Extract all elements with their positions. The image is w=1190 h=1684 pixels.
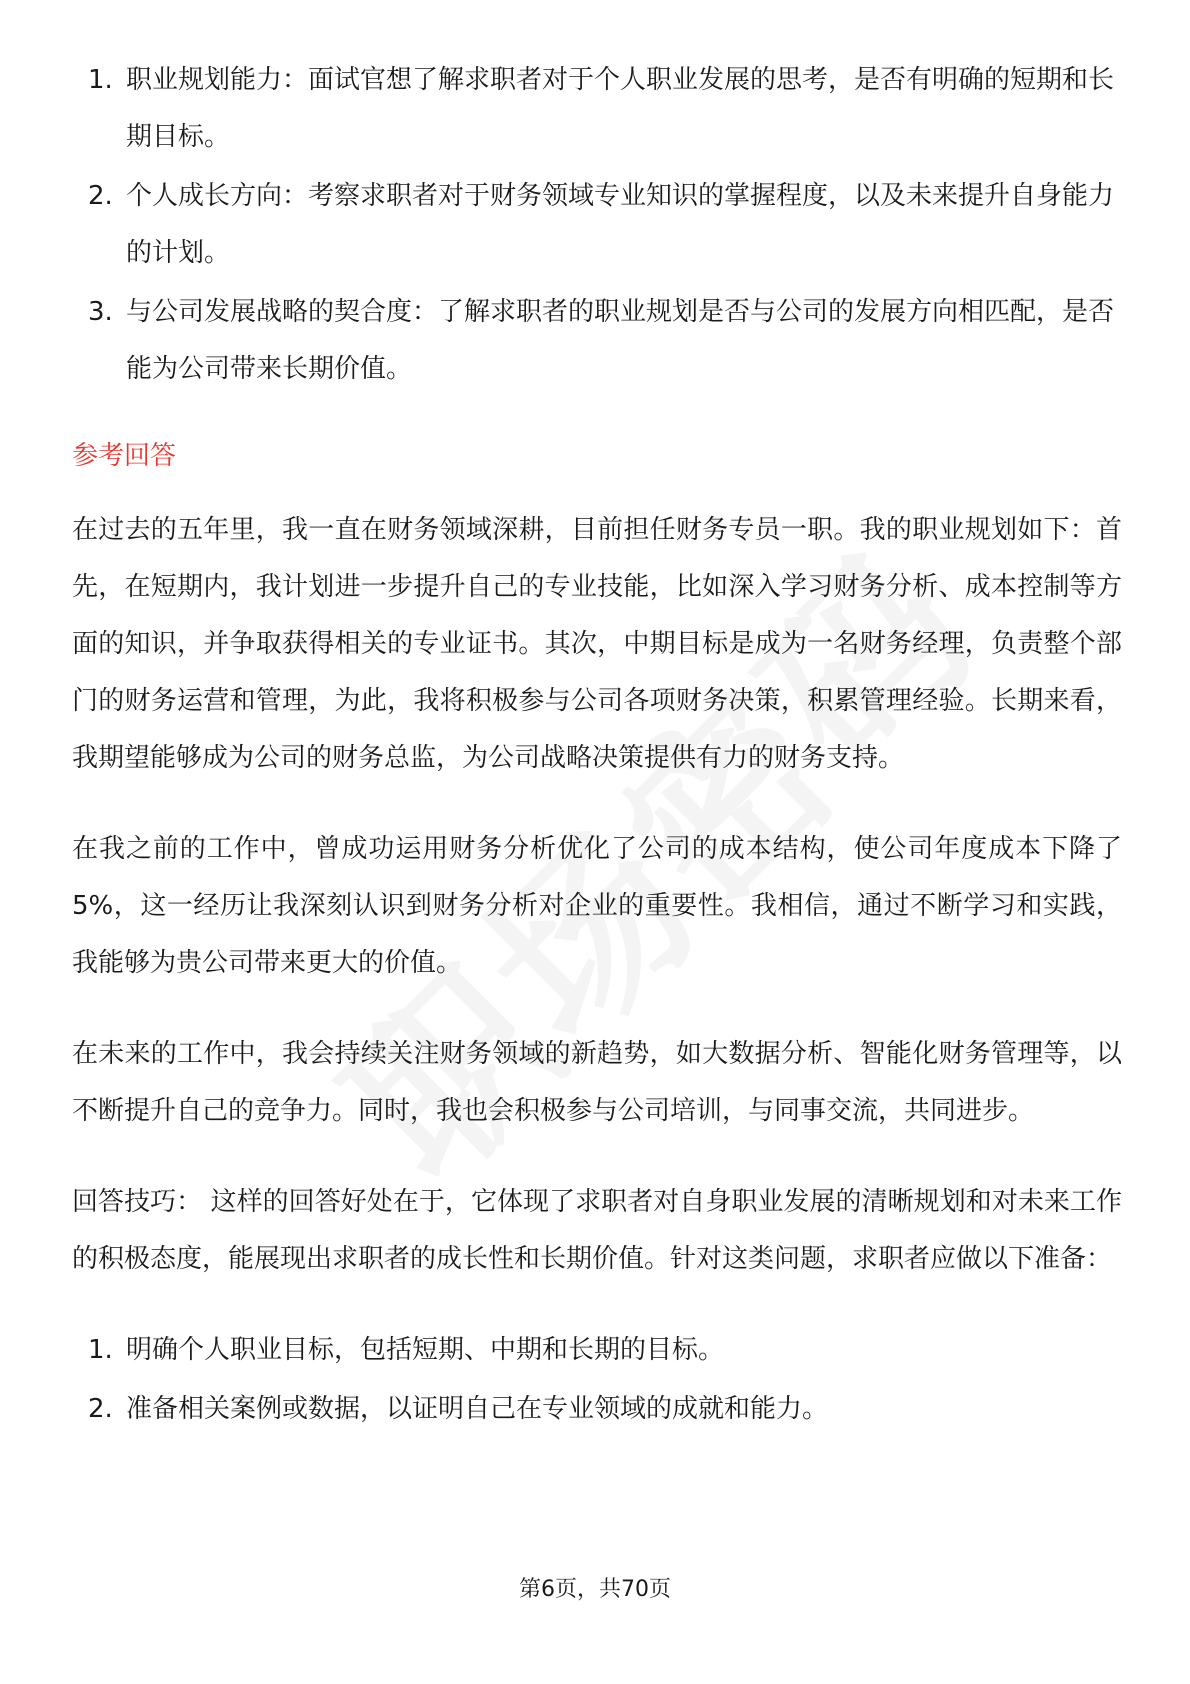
preparation-list	[72, 1322, 1122, 1438]
paragraph: 回答技巧： 这样的回答好处在于，它体现了求职者对自身职业发展的清晰规划和对未来工作的积极态度，能展现出求职者的成长性和长期价值。针对这类问题，求职者应做以下准备：	[72, 1187, 1122, 1274]
list-item-text: 明确个人职业目标，包括短期、中期和长期的目标。	[126, 1335, 725, 1365]
list-number: 2.	[88, 1394, 113, 1424]
list-item	[72, 1381, 1122, 1438]
list-item	[72, 52, 1122, 166]
document-body	[72, 52, 1122, 1440]
list-number: 2.	[88, 181, 113, 211]
list-item-text: 个人成长方向：考察求职者对于财务领域专业知识的掌握程度，以及未来提升自身能力的计划。	[126, 181, 1115, 268]
list-number: 1.	[88, 1335, 113, 1365]
list-item-text: 准备相关案例或数据，以证明自己在专业领域的成就和能力。	[126, 1394, 829, 1424]
list-number: 1.	[88, 65, 113, 95]
list-item	[72, 168, 1122, 282]
list-number: 3.	[88, 297, 113, 327]
criteria-list	[72, 52, 1122, 398]
page-number: 第6页，共70页	[519, 1577, 671, 1602]
list-item-text: 与公司发展战略的契合度：了解求职者的职业规划是否与公司的发展方向相匹配，是否能为公司带来长期价值。	[126, 297, 1115, 384]
section-heading: 参考回答	[72, 441, 177, 471]
list-item-text: 职业规划能力：面试官想了解求职者对于个人职业发展的思考，是否有明确的短期和长期目标。	[126, 65, 1115, 152]
paragraph: 在我之前的工作中，曾成功运用财务分析优化了公司的成本结构，使公司年度成本下降了5%，这一经历让我深刻认识到财务分析对企业的重要性。我相信，通过不断学习和实践，我能够为贵公司带来更大的价值。	[72, 834, 1122, 978]
paragraph: 在过去的五年里，我一直在财务领域深耕，目前担任财务专员一职。我的职业规划如下：首先，在短期内，我计划进一步提升自己的专业技能，比如深入学习财务分析、成本控制等方面的知识，并争取获得相关的专业证书。其次，中期目标是成为一名财务经理，负责整个部门的财务运营和管理，为此，我将积极参与公司各项财务决策，积累管理经验。长期来看，我期望能够成为公司的财务总监，为公司战略决策提供有力的财务支持。	[72, 515, 1122, 773]
list-item	[72, 1322, 1122, 1379]
paragraph: 在未来的工作中，我会持续关注财务领域的新趋势，如大数据分析、智能化财务管理等，以不断提升自己的竞争力。同时，我也会积极参与公司培训，与同事交流，共同进步。	[72, 1039, 1122, 1126]
list-item	[72, 284, 1122, 398]
